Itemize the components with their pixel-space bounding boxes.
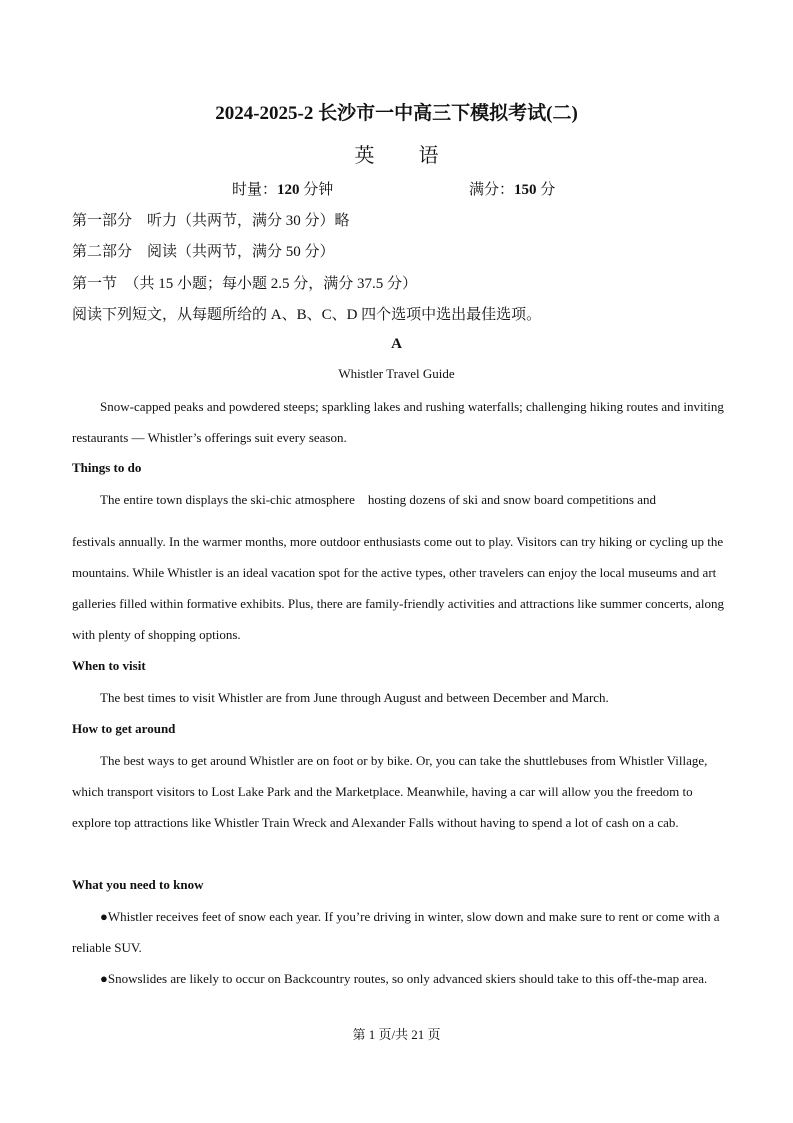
reading-instruction: 阅读下列短文，从每题所给的 A、B、C、D 四个选项中选出最佳选项。 bbox=[72, 307, 542, 323]
score-unit: 分 bbox=[540, 182, 556, 198]
when-text: The best times to visit Whistler are from June through August and between December and March. bbox=[100, 690, 609, 705]
exam-full-score bbox=[469, 178, 555, 199]
know-item: ●Snowslides are likely to occur on Backcountry routes, so only advanced skiers should take to this off-the-map area. bbox=[100, 971, 708, 986]
time-unit: 分钟 bbox=[303, 182, 334, 198]
when-paragraph bbox=[72, 682, 724, 713]
things-heading: Things to do bbox=[72, 460, 142, 475]
score-value: 150 bbox=[514, 182, 537, 198]
know-heading: What you need to know bbox=[72, 877, 204, 892]
intro-paragraph bbox=[72, 391, 724, 453]
passage-title: Whistler Travel Guide bbox=[338, 366, 455, 381]
passage-letter: A bbox=[391, 336, 402, 352]
exam-duration bbox=[232, 178, 333, 199]
things-line1: The entire town displays the ski-chic atmosphere hosting dozens of ski and snow board competitions and bbox=[100, 492, 656, 507]
subject-title: 英语 bbox=[354, 145, 483, 167]
how-paragraph bbox=[72, 745, 724, 838]
part1-heading: 第一部分 听力（共两节，满分 30 分）略 bbox=[72, 213, 350, 229]
exam-title: 2024-2025-2 长沙市一中高三下模拟考试(二) bbox=[215, 103, 578, 124]
when-heading: When to visit bbox=[72, 658, 146, 673]
things-first-line bbox=[72, 484, 724, 515]
know-item: ●Whistler receives feet of snow each year. If you’re driving in winter, slow down and make sure to rent or come with a reliable SUV. bbox=[72, 909, 720, 955]
how-heading: How to get around bbox=[72, 721, 176, 736]
things-text: festivals annually. In the warmer months, more outdoor enthusiasts come out to play. Visitors can try hiking or cycling up the mountains. While Whistler is an ideal vacation spot for the active types, other travelers can enjoy the local museums and art galleries filled within formative exhibits. Plus, there are family-friendly activities and attractions like summer concerts, along with plenty of shopping options. bbox=[72, 534, 724, 642]
page-number: 第 1 页/共 21 页 bbox=[352, 1027, 441, 1042]
time-value: 120 bbox=[277, 182, 300, 198]
know-list bbox=[72, 901, 724, 994]
time-label: 时量： bbox=[232, 182, 278, 198]
things-paragraph bbox=[72, 526, 724, 650]
score-label: 满分： bbox=[469, 182, 515, 198]
section1-heading: 第一节 （共 15 小题；每小题 2.5 分，满分 37.5 分） bbox=[72, 276, 418, 292]
how-text: The best ways to get around Whistler are on foot or by bike. Or, you can take the shuttlebuses from Whistler Village, which transport visitors to Lost Lake Park and the Marketplace. Meanwhile, having a car will allow you the freedom to explore top attractions like Whistler Train Wreck and Alexander Falls without having to spend a lot of cash on a cab. bbox=[72, 753, 708, 830]
part2-heading: 第二部分 阅读（共两节，满分 50 分） bbox=[72, 244, 335, 260]
intro-text: Snow-capped peaks and powdered steeps; sparkling lakes and rushing waterfalls; challenging hiking routes and inviting restaurants — Whistler’s offerings suit every season. bbox=[72, 399, 724, 445]
